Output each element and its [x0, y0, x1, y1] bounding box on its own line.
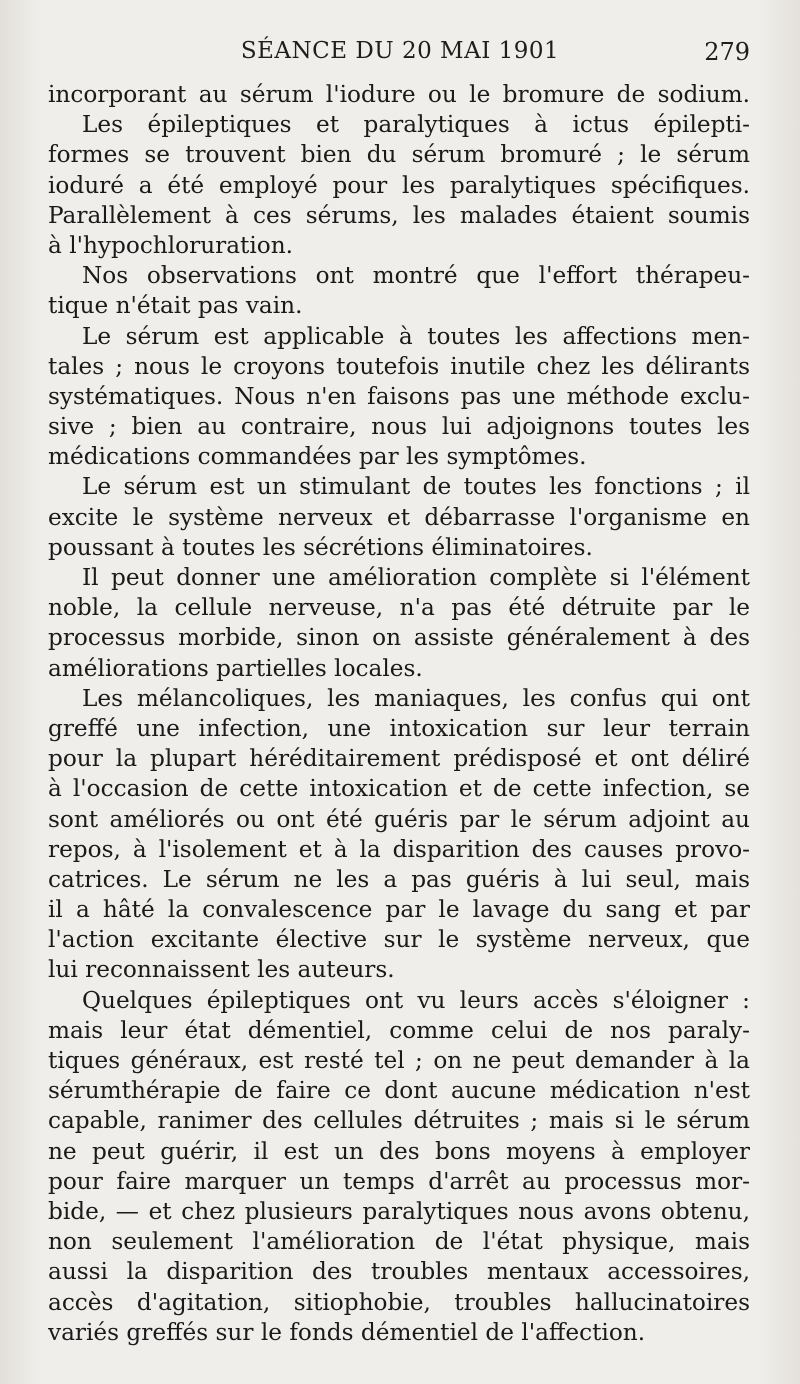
text-line: ne peut guérir, il est un des bons moyens à employer	[48, 1137, 750, 1165]
text-line: sive ; bien au contraire, nous lui adjoignons toutes les	[48, 413, 750, 441]
text-line: Parallèlement à ces sérums, les malades étaient soumis	[48, 201, 750, 229]
text-line: lui reconnaissent les auteurs.	[48, 956, 395, 984]
text-line: mais leur état démentiel, comme celui de nos paraly-	[48, 1016, 750, 1044]
text-line: sont améliorés ou ont été guéris par le sérum adjoint au	[48, 805, 750, 833]
text-line: pour faire marquer un temps d'arrêt au processus mor-	[48, 1167, 750, 1195]
text-line: tiques généraux, est resté tel ; on ne peut demander à la	[48, 1047, 750, 1074]
text-line: améliorations partielles locales.	[48, 654, 423, 682]
body-text	[48, 80, 750, 1348]
text-line: non seulement l'amélioration de l'état physique, mais	[48, 1228, 750, 1256]
text-line: catrices. Le sérum ne les a pas guéris à lui seul, mais	[48, 865, 750, 893]
text-line: Le sérum est applicable à toutes les affections men-	[82, 322, 750, 350]
text-line: Les mélancoliques, les maniaques, les confus qui ont	[82, 684, 750, 712]
text-line: capable, ranimer des cellules détruites ; mais si le sérum	[48, 1107, 750, 1135]
text-line: à l'hypochloruration.	[48, 231, 294, 259]
text-line: tique n'était pas vain.	[48, 292, 303, 320]
text-line: il a hâté la convalescence par le lavage du sang et par	[48, 896, 750, 924]
text-line: pour la plupart héréditairement prédisposé et ont déliré	[48, 745, 750, 773]
text-line: formes se trouvent bien du sérum bromuré ; le sérum	[48, 141, 750, 169]
text-line: Le sérum est un stimulant de toutes les fonctions ; il	[82, 473, 750, 501]
running-head: SÉANCE DU 20 MAI 1901	[240, 38, 560, 64]
text-line: Nos observations ont montré que l'effort thérapeu-	[82, 262, 750, 290]
text-line: tales ; nous le croyons toutefois inutile chez les délirants	[48, 352, 750, 380]
text-line: sérumthérapie de faire ce dont aucune médication n'est	[48, 1077, 750, 1105]
text-line: Il peut donner une amélioration complète si l'élément	[82, 564, 750, 591]
text-line: noble, la cellule nerveuse, n'a pas été détruite par le	[48, 594, 750, 622]
text-line: incorporant au sérum l'iodure ou le bromure de sodium.	[48, 81, 750, 108]
text-line: bide, — et chez plusieurs paralytiques nous avons obtenu,	[48, 1197, 750, 1225]
text-line: variés greffés sur le fonds démentiel de l'affection.	[48, 1318, 646, 1346]
text-line: Quelques épileptiques ont vu leurs accès s'éloigner :	[82, 986, 750, 1014]
page-number: 279	[704, 38, 750, 66]
text-line: à l'occasion de cette intoxication et de cette infection, se	[48, 775, 750, 803]
text-line: ioduré a été employé pour les paralytiques spécifiques.	[48, 171, 750, 199]
text-line: aussi la disparition des troubles mentaux accessoires,	[48, 1258, 750, 1286]
text-line: processus morbide, sinon on assiste généralement à des	[48, 624, 750, 652]
text-line: greffé une infection, une intoxication sur leur terrain	[48, 714, 750, 742]
text-line: excite le système nerveux et débarrasse l'organisme en	[48, 503, 750, 531]
text-line: l'action excitante élective sur le système nerveux, que	[48, 926, 750, 954]
text-line: systématiques. Nous n'en faisons pas une méthode exclu-	[48, 382, 750, 410]
text-line: Les épileptiques et paralytiques à ictus épilepti-	[82, 111, 750, 139]
text-line: repos, à l'isolement et à la disparition des causes provo-	[48, 835, 750, 863]
text-line: poussant à toutes les sécrétions éliminatoires.	[48, 533, 593, 561]
text-line: accès d'agitation, sitiophobie, troubles hallucinatoires	[48, 1288, 750, 1316]
page-header	[50, 34, 750, 70]
text-line: médications commandées par les symptômes.	[48, 443, 587, 471]
